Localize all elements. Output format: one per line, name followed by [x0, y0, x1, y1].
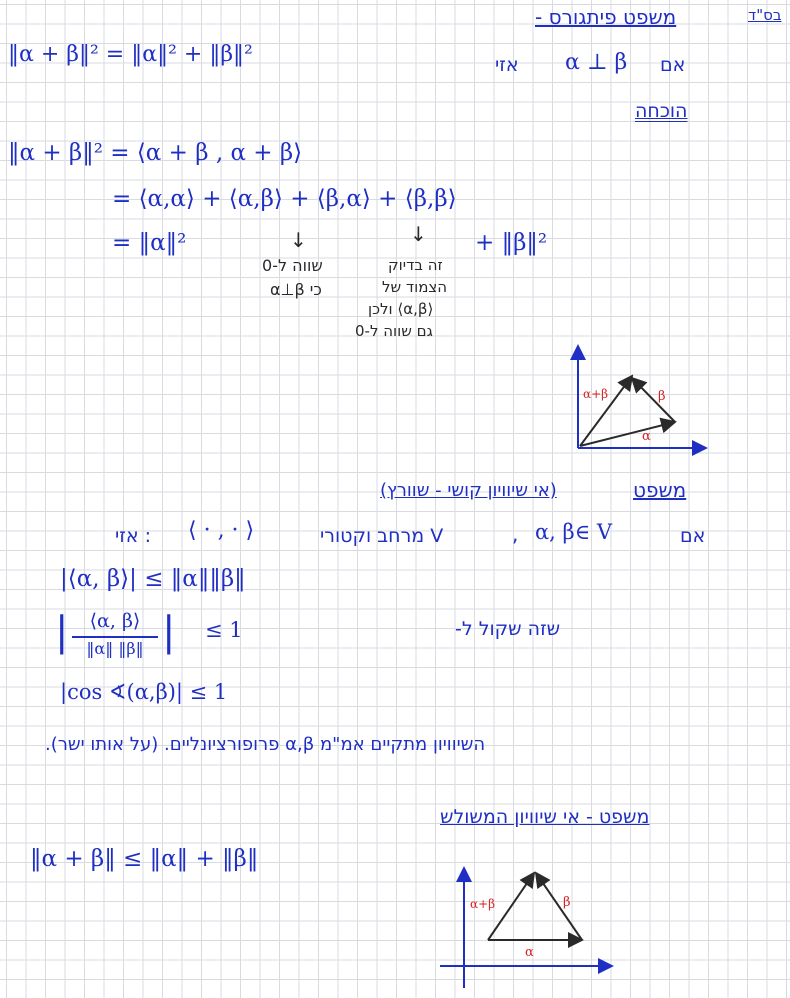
cauchy-then: : אזי — [115, 525, 151, 547]
diagram1-label-alpha: α — [642, 429, 651, 444]
cauchy-title-paren: (אי שיוויון קושי - שוורץ) — [380, 480, 557, 501]
note-conjugate-line-3: ⟨α,β⟩ ולכן — [368, 300, 434, 318]
proof-line-3-left: = ‖α‖² — [112, 230, 187, 256]
note-zero-line-2: כי α⊥β — [270, 280, 322, 299]
abs-bar-right: | — [162, 609, 176, 655]
arrow-down-icon: ↓ — [290, 228, 307, 252]
ratio-denominator: ‖α‖ ‖β‖ — [86, 639, 144, 658]
cauchy-space: V מרחב וקטורי — [320, 525, 444, 547]
cauchy-if: אם — [680, 525, 706, 547]
condition-if: אם — [660, 54, 686, 76]
note-zero-line-1: שווה ל-0 — [262, 256, 323, 275]
condition-orthogonal: α ⊥ β — [565, 50, 628, 75]
proof-line-3-right: + ‖β‖² — [475, 230, 548, 256]
ratio-numerator: ⟨α, β⟩ — [89, 610, 141, 632]
condition-then: אזי — [495, 54, 519, 76]
proof-line-2: = ⟨α,α⟩ + ⟨α,β⟩ + ⟨β,α⟩ + ⟨β,β⟩ — [112, 186, 457, 212]
proof-title: הוכחה — [635, 100, 688, 122]
cos-inequality: |cos ∢(α,β)| ≤ 1 — [60, 680, 228, 704]
ratio-rhs: ≤ 1 — [205, 618, 243, 642]
triangle-formula: ‖α + β‖ ≤ ‖α‖ + ‖β‖ — [30, 846, 259, 872]
note-conjugate-line-2: הצמוד של — [382, 278, 448, 296]
date-mark: בס"ד — [748, 6, 782, 24]
cauchy-inner-product: ⟨ · , · ⟩ — [188, 518, 255, 543]
cauchy-title-main: משפט — [633, 478, 687, 502]
proof-line-1: ‖α + β‖² = ⟨α + β , α + β⟩ — [8, 140, 303, 166]
diagram1-label-beta: β — [658, 389, 666, 404]
cauchy-vectors: α, β∈ V — [535, 520, 613, 544]
arrow-down-icon: ↓ — [410, 222, 427, 246]
equality-condition: השיוויון מתקיים אמ"מ α,β פרופורציונליים. (על אותו ישר). — [45, 734, 486, 755]
diagram1-label-sum: α+β — [583, 387, 609, 401]
diagram2-label-sum: α+β — [470, 897, 496, 911]
diagram2-label-beta: β — [563, 895, 571, 910]
equivalent-text: שזה שקול ל- — [455, 618, 561, 640]
diagram2-label-alpha: α — [525, 945, 534, 960]
pythagoras-formula: ‖α + β‖² = ‖α‖² + ‖β‖² — [8, 42, 253, 67]
note-conjugate-line-1: זה בדיוק — [388, 256, 443, 274]
pythagoras-title: משפט פיתגורס - — [535, 5, 677, 29]
note-conjugate-line-4: גם שווה ל-0 — [355, 322, 433, 340]
fraction-bar — [72, 636, 158, 638]
abs-bar-left: | — [55, 609, 69, 655]
cauchy-inequality: |⟨α, β⟩| ≤ ‖α‖‖β‖ — [60, 566, 246, 592]
triangle-title: משפט - אי שיוויון המשולש — [440, 806, 650, 828]
triangle-vector-diagram — [440, 864, 615, 994]
cauchy-comma: , — [512, 522, 519, 546]
